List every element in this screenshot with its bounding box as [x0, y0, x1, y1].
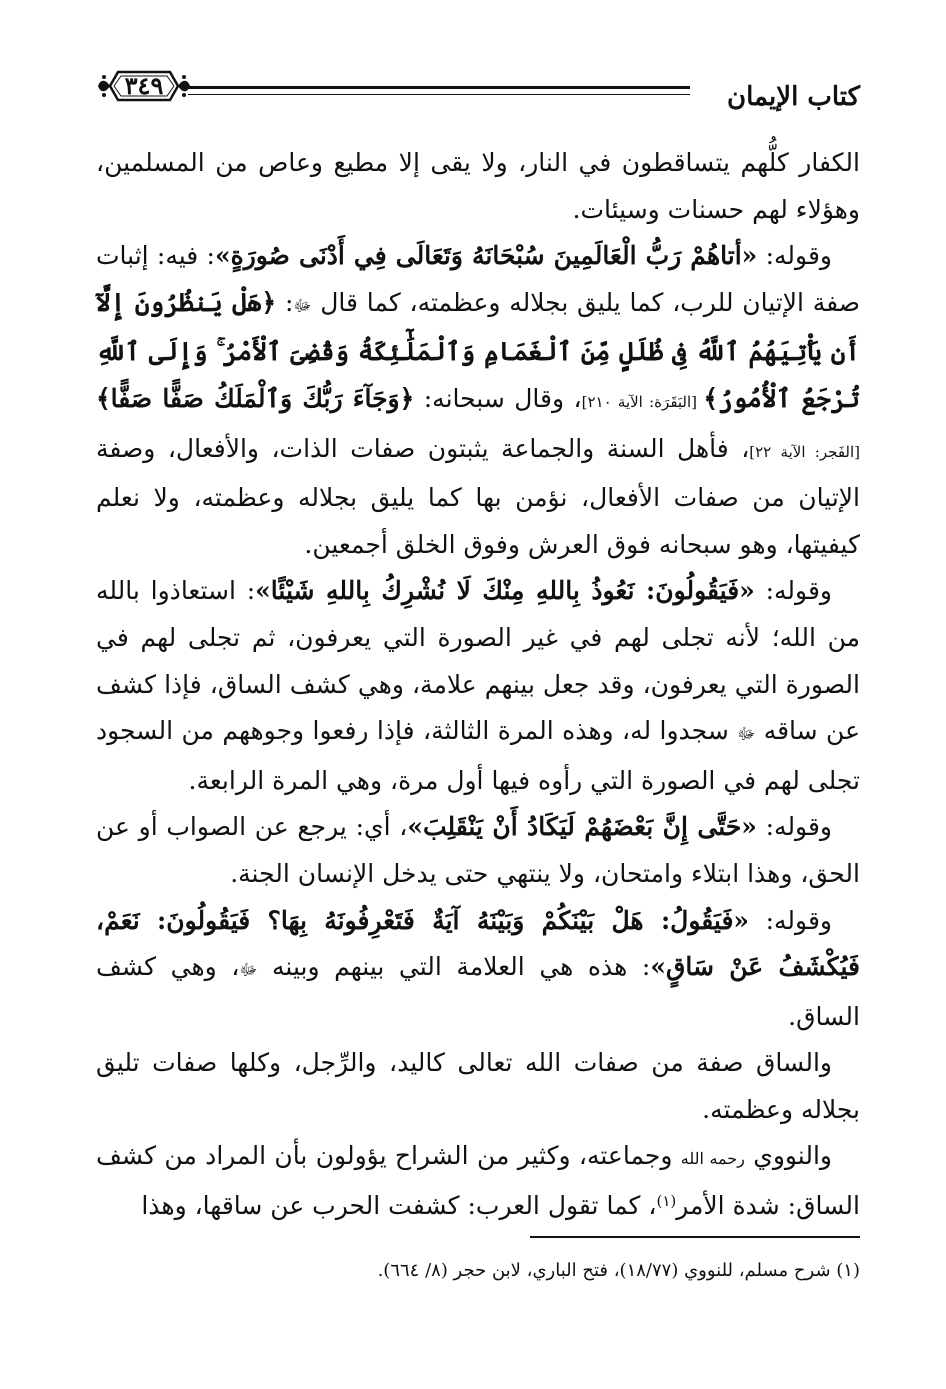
paragraph-text: والنووي: [744, 1141, 832, 1171]
page-number-ornament: [96, 66, 192, 106]
paragraph-4: [96, 804, 860, 897]
paragraph-text: : فيه: إثبات صفة الإتيان للرب، كما يليق بجلاله وعظمته، كما قال: [96, 241, 860, 317]
hadith-quote: «فَيَقُولُ: هَلْ بَيْنَكُمْ وَبَيْنَهُ آيَةٌ فَتَعْرِفُونَهُ بِهَا؟ فَيَقُولُونَ: نَعَمْ، فَيُكْشَفُ عَنْ سَاقٍ»: [96, 905, 860, 982]
verse-reference: [البَقَرَة: الآية ٢١٠]: [581, 392, 704, 411]
paragraph-text: ، أي: يرجع عن الصواب أو عن الحق، وهذا ابتلاء وامتحان، ولا ينتهي حتى يدخل الإنسان الجنة.: [96, 812, 860, 888]
honorific-glyph: ﷻ: [737, 724, 756, 744]
paragraph-text: سجدوا له، وهذه المرة الثالثة، فإذا رفعوا وجوههم من السجود تجلى لهم في الصورة التي رأوه فيها أول مرة، وهي المرة الرابعة.: [96, 716, 860, 795]
paragraph-text: : استعاذوا بالله من الله؛ لأنه تجلى لهم في غير الصورة التي يعرفون، ثم تجلى لهم في الصورة التي يعرفون، وقد جعل بينهم علامة، وهي كشف الساق، فإذا كشف عن ساقه: [96, 576, 860, 746]
header-rule-thick: [188, 86, 690, 89]
honorific-glyph: رحمه الله: [680, 1149, 745, 1169]
paragraph-text: الكفار كلُّهم يتساقطون في النار، ولا يقى إلا مطيع وعاص من المسلمين، وهؤلاء لهم حسنات وسيئات.: [96, 148, 861, 224]
hadith-quote: «فَيَقُولُونَ: نَعُوذُ بِاللهِ مِنْكَ لَا نُشْرِكُ بِاللهِ شَيْئًا»: [255, 576, 755, 606]
paragraph-7: [96, 1133, 860, 1229]
quran-verse: ﴿هَلْ يَنظُرُونَ إِلَّآ أَن يَأْتِيَهُمُ ٱللَّهُ فِى ظُلَلٍ مِّنَ ٱلْغَمَامِ وَٱلْمَلَٰٓئِكَةُ وَقُضِىَ ٱلْأَمْرُ ۚ وَإِلَى ٱللَّهِ تُرْجَعُ ٱلْأُمُورُ﴾: [96, 287, 861, 413]
paragraph-text: ، فأهل السنة والجماعة يثبتون صفات الذات، والأفعال، وصفة الإتيان من صفات الأفعال، نؤمن بها كما يليق بجلاله وعظمته، ولا نعلم كيفيتها، وهو سبحانه فوق العرش وفوق الخلق أجمعين.: [96, 433, 860, 559]
paragraph-lead: وقوله:: [754, 576, 832, 606]
header-rule-thin: [188, 94, 690, 95]
paragraph-text: ، وقال سبحانه:: [414, 383, 582, 413]
verse-reference: [الفَجر: الآية ٢٢]: [749, 442, 860, 461]
page-number: ٣٤٩: [124, 71, 164, 100]
paragraph-lead: وقوله:: [756, 812, 832, 842]
paragraph-lead: وقوله:: [757, 241, 832, 271]
hadith-quote: «حَتَّى إِنَّ بَعْضَهُمْ لَيَكَادُ أَنْ يَنْقَلِبَ»: [407, 812, 757, 842]
paragraph-lead: وقوله:: [749, 905, 832, 935]
running-header: [96, 64, 860, 112]
paragraph-2: [96, 233, 860, 568]
main-text: [96, 140, 860, 1230]
paragraph-1: [96, 140, 860, 233]
paragraph-text: : هذه هي العلامة التي بينهم وبينه: [257, 952, 651, 982]
footnote-1: (١) شرح مسلم، للنووي (١٨/٧٧)، فتح الباري، لابن حجر (٨/ ٦٦٤).: [377, 1260, 860, 1281]
paragraph-text: ، وهي كشف الساق.: [96, 952, 860, 1031]
paragraph-text: والساق صفة من صفات الله تعالى كاليد، والرِّجل، وكلها صفات تليق بجلاله وعظمته.: [96, 1048, 860, 1124]
hadith-quote: «أتاهُمْ رَبُّ الْعَالَمِينَ سُبْحَانَهُ وَتَعَالَى فِي أَدْنَى صُورَةٍ»: [214, 241, 758, 271]
book-title: كتاب الإيمان: [726, 82, 860, 112]
footnote-marker[interactable]: (١): [656, 1192, 677, 1211]
honorific-glyph: ﷻ: [293, 295, 312, 315]
paragraph-text: ، كما تقول العرب: كشفت الحرب عن ساقها، وهذا: [141, 1191, 657, 1221]
paragraph-text: وجماعته، وكثير من الشراح يؤولون بأن المراد من كشف الساق: شدة الأمر: [96, 1141, 860, 1221]
quran-verse: ﴿وَجَآءَ رَبُّكَ وَٱلْمَلَكُ صَفًّا صَفًّا﴾: [96, 383, 415, 413]
paragraph-6: [96, 1040, 860, 1133]
paragraph-text: :: [276, 287, 294, 317]
honorific-glyph: ﷻ: [239, 960, 258, 980]
footnote-separator: [530, 1236, 860, 1238]
paragraph-5: [96, 898, 860, 1041]
paragraph-3: [96, 568, 860, 804]
